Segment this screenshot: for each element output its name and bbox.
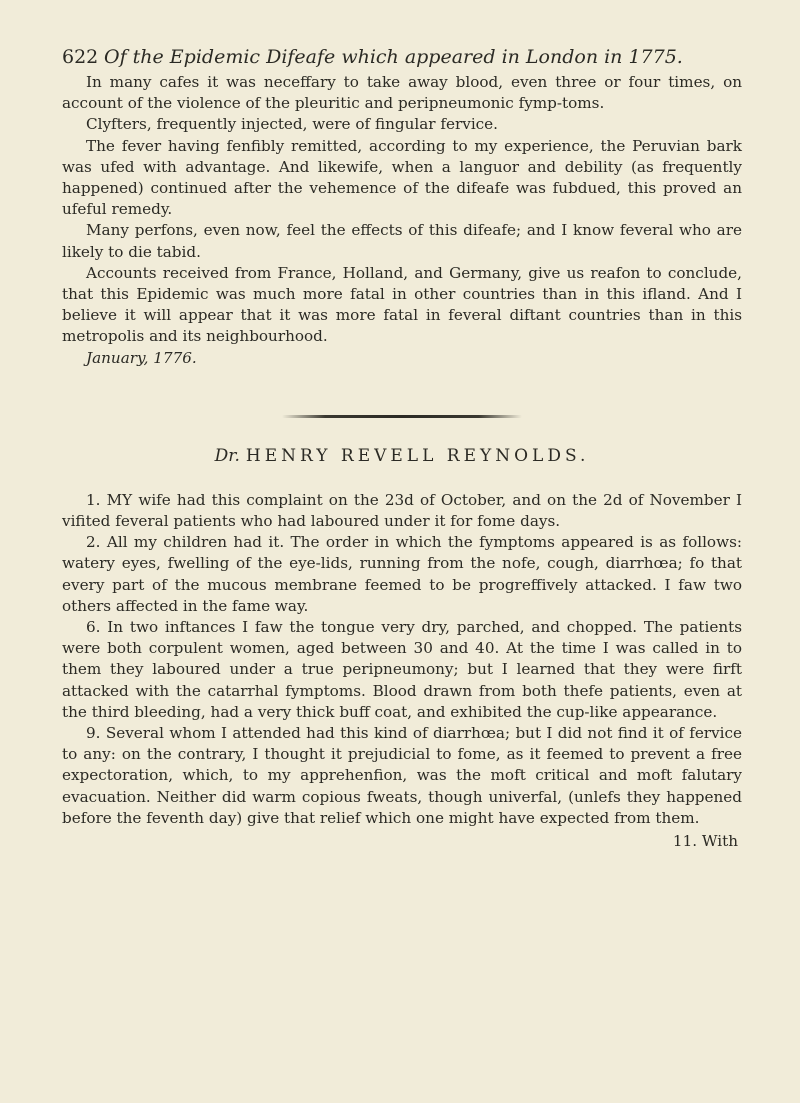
numbered-paragraph: 1. MY wife had this complaint on the 23d of October, and on the 2d of November I vifited feveral patients who had laboured under it for fome days. <box>62 490 742 531</box>
book-page <box>62 44 742 852</box>
intro-section <box>62 72 742 369</box>
date-line: January, 1776. <box>86 348 197 367</box>
numbered-paragraph: 6. In two inftances I faw the tongue very dry, parched, and chopped. The patients were both corpulent women, aged between 30 and 40. At the time I was called in to them they laboured under a true peripneumony; but I learned that they were firft attacked with the catarrhal fymptoms. Blood drawn from both thefe patients, even at the third bleeding, had a very thick buff coat, and exhibited the cup-like appearance. <box>62 618 742 721</box>
numbered-paragraph: 2. All my children had it. The order in which the fymptoms appeared is as follows: watery eyes, fwelling of the eye-lids, running from the nofe, cough, diarrhœa; fo that every part of the mucous membrane feemed to be progreffively attacked. I faw two others affected in the fame way. <box>62 533 742 615</box>
author-prefix: Dr. <box>214 445 240 466</box>
paragraph: Accounts received from France, Holland, and Germany, give us reafon to conclude, that this Epidemic was much more fatal in other countries than in this ifland. And I believe it will appear that it was more fatal in feveral diftant countries than in this metropolis and its neighbourhood. <box>62 263 742 346</box>
catchword: 11. With <box>672 832 738 851</box>
paragraph: Clyfters, frequently injected, were of fingular fervice. <box>86 115 498 134</box>
paragraph: Many perfons, even now, feel the effects of this difeafe; and I know feveral who are likely to die tabid. <box>62 221 742 261</box>
running-header <box>62 44 742 70</box>
paragraph: In many cafes it was neceffary to take away blood, even three or four times, on account of the violence of the pleuritic and peripneumonic fymp-toms. <box>62 73 742 113</box>
reynolds-section <box>62 490 742 829</box>
page-number: 622 <box>62 46 99 68</box>
paragraph: The fever having fenfibly remitted, according to my experience, the Peruvian bark was ufed with advantage. And likewife, when a languor and debility (as frequently happened) continued after the vehemence of the difeafe was fubdued, this proved an ufeful remedy. <box>62 136 742 219</box>
author-name: HENRY REVELL REYNOLDS. <box>245 445 590 466</box>
section-heading <box>62 444 742 468</box>
numbered-paragraph: 9. Several whom I attended had this kind of diarrhœa; but I did not find it of fervice to any: on the contrary, I thought it prejudicial to fome, as it feemed to prevent a free expectoration, which, to my apprehenfion, was the moft critical and moft falutary evacuation. Neither did warm copious fweats, though univerfal, (unlefs they happened before the feventh day) give that relief which one might have expected from them. <box>62 724 742 827</box>
running-title: Of the Epidemic Difeafe which appeared in London in 1775. <box>104 46 683 68</box>
section-divider <box>282 415 522 418</box>
